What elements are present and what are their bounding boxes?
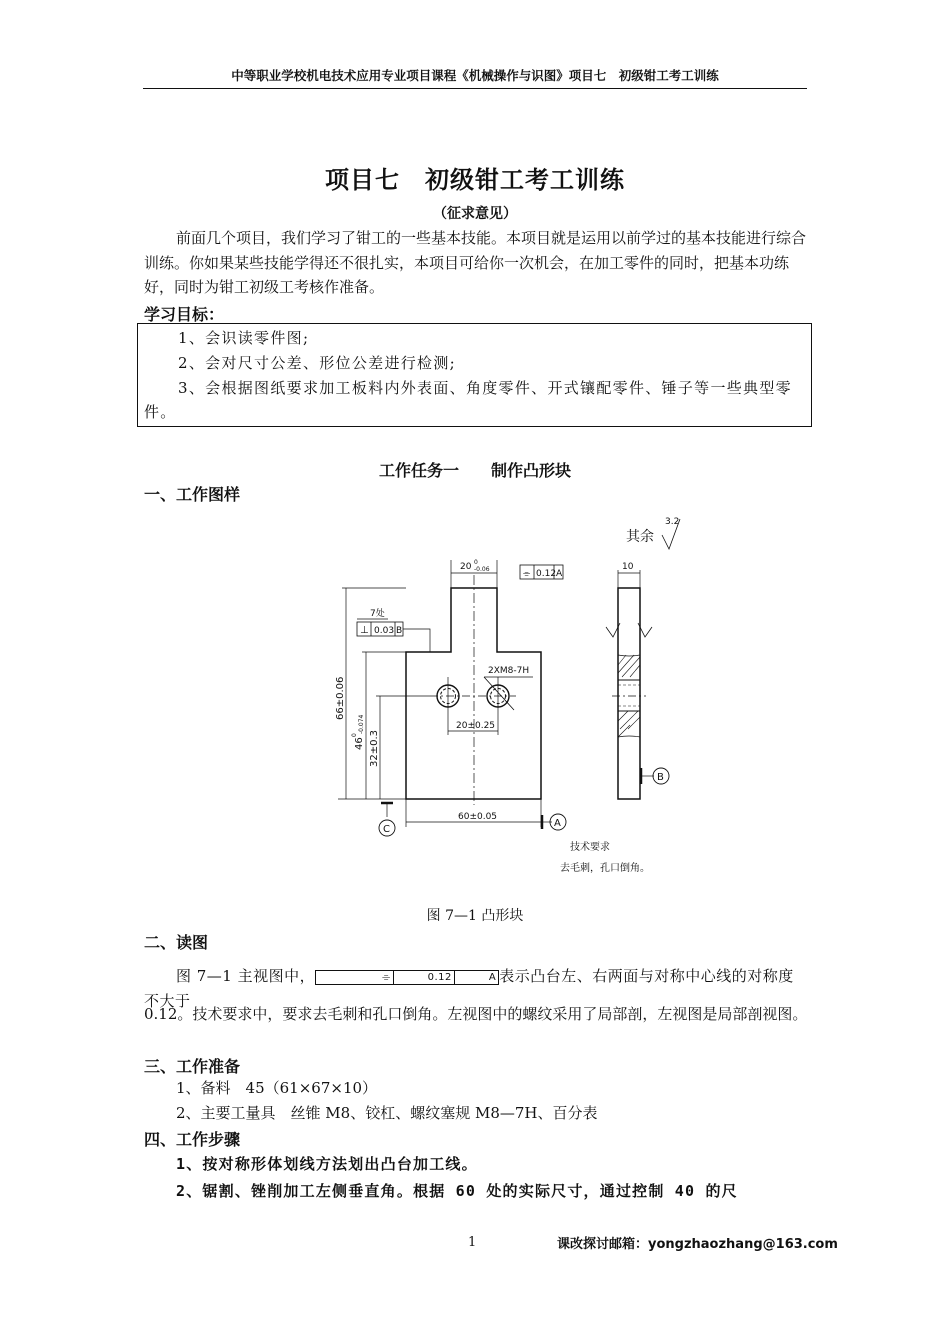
dim-height-46: 46: [354, 737, 365, 750]
datum-b-label: B: [657, 772, 664, 783]
section-heading-reading: 二、读图: [144, 933, 209, 952]
page-header: 中等职业学校机电技术应用专业项目课程《机械操作与识图》项目七 初级钳工考工训练: [143, 66, 807, 89]
step-item: 2、锯割、锉削加工左侧垂直角。根据 60 处的实际尺寸，通过控制 40 的尺: [176, 1182, 738, 1200]
figure-caption: 图 7—1 凸形块: [426, 908, 524, 924]
reading-line2: 0.12。技术要求中，要求去毛刺和孔口倒角。左视图中的螺纹采用了局部剖，左视图是局部剖视图。: [144, 1005, 808, 1023]
page-title: 项目七 初级钳工考工训练: [325, 166, 625, 194]
dim-width-top: 20: [460, 562, 472, 572]
reading-before: 图 7—1 主视图中，: [176, 967, 316, 985]
part-drawing: [330, 505, 690, 890]
symmetry-symbol: ⌯: [348, 971, 394, 984]
perp-count-label: 7处: [370, 609, 385, 619]
sym-tol-symbol: ⌯: [523, 569, 531, 579]
intro-paragraph: 前面几个项目，我们学习了钳工的一些基本技能。本项目就是运用以前学过的基本技能进行综合训练。你如果某些技能学得还不很扎实，本项目可给你一次机会，在加工零件的同时，把基本功练好，同时为钳工初级工考核作准备。: [144, 229, 807, 296]
tech-req-text: 去毛刺，孔口倒角。: [560, 863, 650, 874]
section-heading-prep: 三、工作准备: [144, 1057, 241, 1076]
perp-value: 0.03: [374, 626, 395, 636]
goal-item: 1、会识读零件图;: [178, 329, 310, 347]
reading-after: 表示凸台左、右两面与对称中心线的对称度不大于: [144, 967, 794, 1010]
goals-box: [137, 323, 812, 427]
symmetry-value: 0.12: [394, 971, 455, 984]
dim-width-top-upper: 0: [474, 559, 478, 566]
symmetry-datum: A: [488, 972, 497, 983]
page-number: 1: [468, 1235, 477, 1250]
dim-height-46-upper: 0: [351, 733, 358, 737]
dim-height-66: 66±0.06: [335, 676, 346, 720]
sym-tol-datum: A: [556, 569, 563, 579]
step-item: 1、按对称形体划线方法划出凸台加工线。: [176, 1155, 478, 1173]
sym-tol-value: 0.12: [536, 569, 557, 579]
perp-datum: B: [396, 626, 403, 636]
dim-width-top-lower: -0.06: [474, 566, 490, 573]
side-view-outline: [618, 588, 640, 799]
perp-symbol: ⊥: [360, 625, 369, 636]
tech-req-title: 技术要求: [570, 842, 610, 853]
prep-item: 2、主要工量具 丝锥 M8、铰杠、螺纹塞规 M8—7H、百分表: [176, 1104, 598, 1122]
task-title: 工作任务一 制作凸形块: [378, 461, 571, 480]
roughness-value: 3.2: [665, 517, 680, 527]
dim-height-46-tol: -0.074: [358, 714, 365, 734]
part-outline: [406, 588, 541, 799]
symmetry-tolerance-frame: [315, 970, 499, 985]
datum-c-label: C: [383, 824, 390, 835]
roughness-note: 其余: [626, 529, 654, 545]
dim-height-32: 32±0.3: [369, 729, 380, 767]
goals-heading: 学习目标：: [144, 305, 225, 324]
footer-email: 课改探讨邮箱：yongzhaozhang@163.com: [557, 1237, 838, 1252]
dim-side-width: 10: [622, 562, 634, 572]
goal-item: 2、会对尺寸公差、形位公差进行检测;: [178, 354, 456, 372]
dim-hole-spacing: 20±0.25: [456, 721, 496, 731]
prep-item: 1、备料 45（61×67×10）: [176, 1079, 378, 1097]
section-heading-steps: 四、工作步骤: [144, 1130, 241, 1149]
section-heading-drawing: 一、工作图样: [144, 485, 241, 504]
dim-width-60: 60±0.05: [458, 812, 498, 822]
goal-item: 3、会根据图纸要求加工板料内外表面、角度零件、开式镶配零件、锤子等一些典型零件。: [144, 379, 792, 421]
datum-a-label: A: [554, 818, 561, 829]
page-subtitle: （征求意见）: [433, 206, 517, 222]
thread-label: 2XM8-7H: [488, 666, 530, 676]
